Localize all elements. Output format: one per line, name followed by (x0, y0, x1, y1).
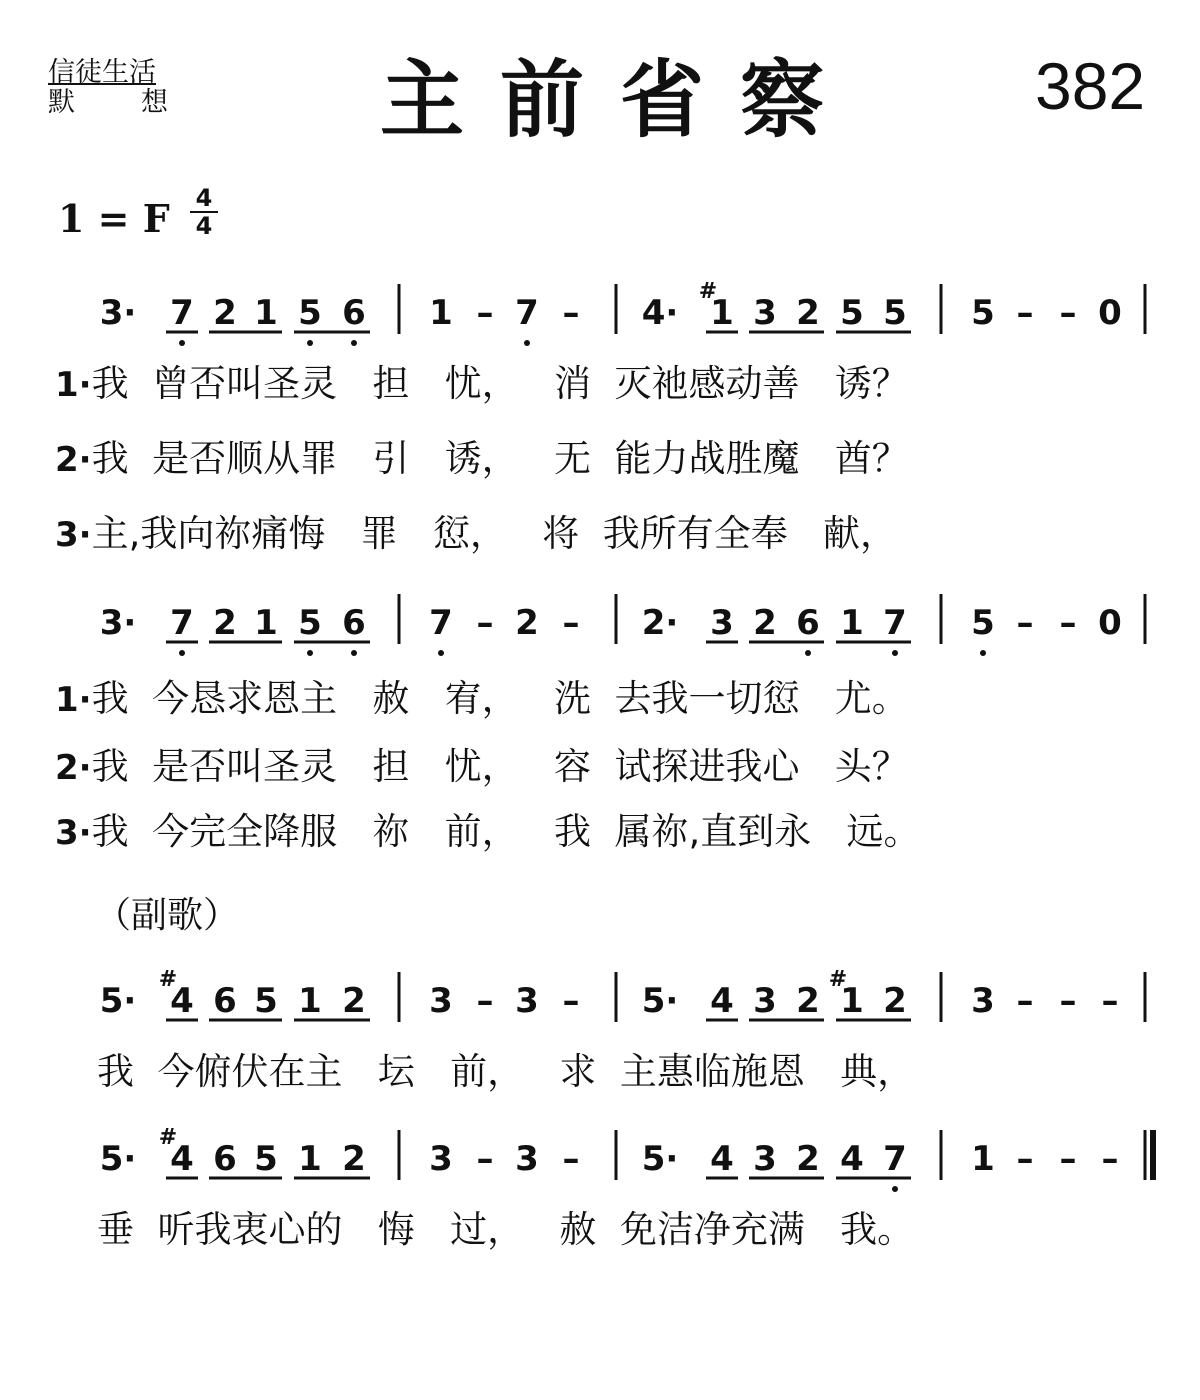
sharp-sign: # (158, 967, 178, 992)
note: 2 (213, 603, 237, 643)
note: 5 (254, 981, 278, 1021)
note: 7 (429, 603, 453, 643)
low-octave-dot (307, 650, 313, 656)
note: 5 (298, 293, 322, 333)
note: 1 (429, 293, 453, 333)
hymn-number: 382 (1035, 49, 1146, 123)
lyric-line (55, 810, 921, 855)
note: 5· (641, 1139, 679, 1179)
verse-number: 3· (55, 813, 92, 853)
time-signature-top: 4 (195, 184, 213, 212)
low-octave-dot (351, 650, 357, 656)
note: 3 (753, 981, 777, 1021)
verse-number: 2· (55, 440, 92, 480)
note: – (1059, 1139, 1077, 1179)
note: 3 (515, 981, 539, 1021)
verse-number: 2· (55, 748, 92, 788)
note: – (1016, 293, 1034, 333)
lyric-text: 我 今恳求恩主 赦 宥， 洗 去我一切愆 尤。 (91, 677, 909, 720)
note: 6 (342, 293, 366, 333)
lyric-text: 我 今完全降服 祢 前， 我 属祢,直到永 远。 (91, 810, 921, 853)
low-octave-dot (524, 340, 530, 346)
low-octave-dot (892, 650, 898, 656)
note: 6 (342, 603, 366, 643)
note: 5· (99, 981, 137, 1021)
sharp-sign: # (698, 279, 718, 304)
low-octave-dot (179, 650, 185, 656)
note: 3· (99, 603, 137, 643)
note: 5 (971, 293, 995, 333)
note: 7 (883, 603, 907, 643)
subcategory-label: 默 想 (48, 87, 168, 118)
note: 1 (840, 603, 864, 643)
note: 2 (342, 981, 366, 1021)
note: – (476, 1139, 494, 1179)
note: – (562, 1139, 580, 1179)
note: – (476, 293, 494, 333)
low-octave-dot (980, 650, 986, 656)
note: 3 (710, 603, 734, 643)
category-label: 信徒生活 (48, 57, 156, 88)
note: 3 (753, 1139, 777, 1179)
lyric-line (55, 437, 909, 482)
note: 2 (796, 293, 820, 333)
note: 1 (840, 981, 864, 1021)
note: – (1059, 293, 1077, 333)
low-octave-dot (805, 650, 811, 656)
verse-number: 1· (55, 365, 92, 405)
note: 2 (342, 1139, 366, 1179)
note: 6 (213, 1139, 237, 1179)
note: 2 (515, 603, 539, 643)
chorus-lyric-line: 我 今俯伏在主 坛 前， 求 主惠临施恩 典， (97, 1050, 915, 1093)
note: 5· (99, 1139, 137, 1179)
note: 5 (883, 293, 907, 333)
key-signature: 1 = F (58, 196, 170, 241)
note: 6 (213, 981, 237, 1021)
note: 1 (710, 293, 734, 333)
note: 7 (515, 293, 539, 333)
note: – (1059, 981, 1077, 1021)
note: 5 (254, 1139, 278, 1179)
note: 4 (170, 1139, 194, 1179)
note: 5 (840, 293, 864, 333)
lyric-line (55, 677, 909, 722)
note: 7 (170, 293, 194, 333)
note: – (476, 981, 494, 1021)
lyric-line (55, 512, 897, 557)
note: 1 (298, 981, 322, 1021)
chorus-label: （副歌） (95, 895, 240, 936)
note: 2 (883, 981, 907, 1021)
note: – (1016, 1139, 1034, 1179)
lyric-text: 主,我向祢痛悔 罪 愆， 将 我所有全奉 献， (91, 512, 897, 555)
note: 2 (213, 293, 237, 333)
note: 4 (710, 981, 734, 1021)
verse-number: 1· (55, 680, 92, 720)
note: 1 (298, 1139, 322, 1179)
note: 4· (641, 293, 679, 333)
low-octave-dot (179, 340, 185, 346)
note: 1 (254, 293, 278, 333)
note: 1 (254, 603, 278, 643)
note: – (1016, 981, 1034, 1021)
lyric-line (55, 362, 909, 407)
lyric-text: 我 是否顺从罪 引 诱， 无 能力战胜魔 酋？ (91, 437, 909, 480)
sharp-sign: # (158, 1125, 178, 1150)
note: 7 (883, 1139, 907, 1179)
note: 4 (710, 1139, 734, 1179)
note: 3 (515, 1139, 539, 1179)
note: – (562, 293, 580, 333)
note: 3 (429, 981, 453, 1021)
chorus-lyric-line: 垂 听我衷心的 悔 过， 赦 免洁净充满 我。 (97, 1208, 915, 1251)
note: – (562, 981, 580, 1021)
note: – (562, 603, 580, 643)
note: 2· (641, 603, 679, 643)
note: 3 (753, 293, 777, 333)
note: – (476, 603, 494, 643)
note: 5 (971, 603, 995, 643)
low-octave-dot (351, 340, 357, 346)
note: 1 (971, 1139, 995, 1179)
verse-number: 3· (55, 515, 92, 555)
note: 2 (796, 1139, 820, 1179)
note: 3 (971, 981, 995, 1021)
lyric-text: 我 是否叫圣灵 担 忧， 容 试探进我心 头？ (91, 745, 909, 788)
note: 0 (1098, 293, 1122, 333)
hymn-title: 主前省察 (380, 51, 861, 149)
note: 3· (99, 293, 137, 333)
note: 5· (641, 981, 679, 1021)
note: – (1101, 981, 1119, 1021)
note: 6 (796, 603, 820, 643)
note: – (1101, 1139, 1119, 1179)
low-octave-dot (438, 650, 444, 656)
note: – (1059, 603, 1077, 643)
note: – (1016, 603, 1034, 643)
time-signature-bottom: 4 (195, 212, 213, 240)
note: 4 (840, 1139, 864, 1179)
note: 3 (429, 1139, 453, 1179)
lyric-text: 我 曾否叫圣灵 担 忧， 消 灭祂感动善 诱？ (91, 362, 909, 405)
sharp-sign: # (828, 967, 848, 992)
note: 2 (753, 603, 777, 643)
note: 5 (298, 603, 322, 643)
low-octave-dot (892, 1186, 898, 1192)
low-octave-dot (307, 340, 313, 346)
note: 4 (170, 981, 194, 1021)
note: 0 (1098, 603, 1122, 643)
lyric-line (55, 745, 909, 790)
note: 2 (796, 981, 820, 1021)
note: 7 (170, 603, 194, 643)
